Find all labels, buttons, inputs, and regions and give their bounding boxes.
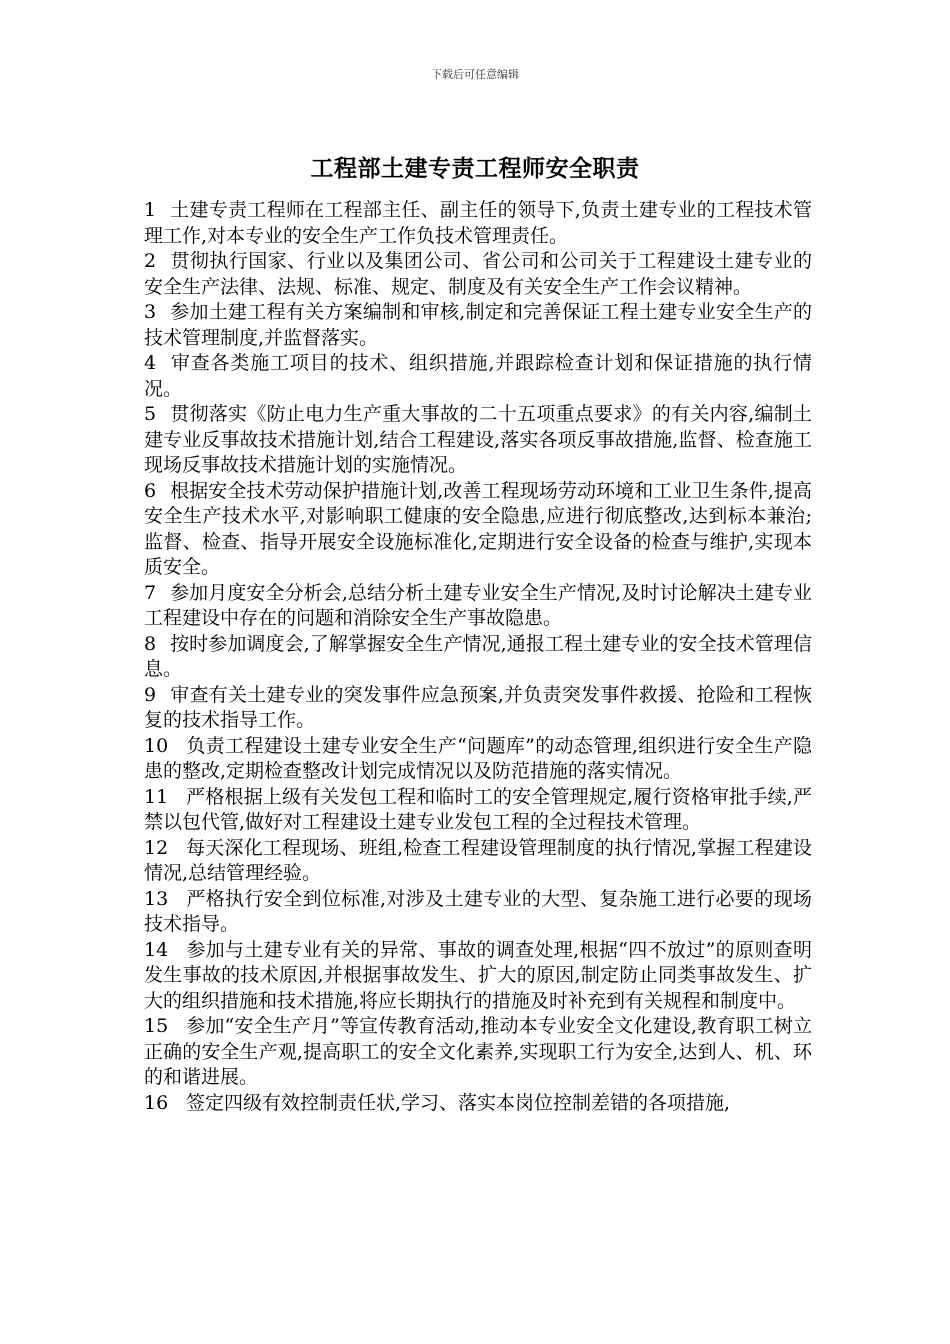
list-item [144, 198, 812, 249]
item-text: 参加土建工程有关方案编制和审核,制定和完善保证工程土建专业安全生产的技术管理制度,并监督落实。 [144, 301, 812, 349]
list-item [144, 683, 812, 734]
item-text: 贯彻落实《防止电力生产重大事故的二十五项重点要求》的有关内容,编制土建专业反事故技术措施计划,结合工程建设,落实各项反事故措施,监督、检查施工现场反事故技术措施计划的实施情况。 [144, 403, 812, 476]
item-text: 参加“安全生产月”等宣传教育活动,推动本专业安全文化建设,教育职工树立正确的安全生产观,提高职工的安全文化素养,实现职工行为安全,达到人、机、环的和谐进展。 [144, 1015, 812, 1088]
item-number: 14 [144, 938, 169, 961]
item-text: 严格执行安全到位标准,对涉及土建专业的大型、复杂施工进行必要的现场技术指导。 [144, 887, 812, 935]
item-number: 3 [144, 301, 157, 323]
item-number: 2 [144, 250, 157, 272]
item-text: 按时参加调度会,了解掌握安全生产情况,通报工程土建专业的安全技术管理信息。 [144, 632, 812, 680]
item-number: 1 [144, 199, 157, 221]
item-text: 根据安全技术劳动保护措施计划,改善工程现场劳动环境和工业卫生条件,提高安全生产技术水平,对影响职工健康的安全隐患,应进行彻底整改,达到标本兼治;监督、检查、指导开展安全设施标准化,定期进行安全设备的检查与维护,实现本质安全。 [144, 479, 812, 578]
list-item [144, 887, 812, 938]
list-item [144, 1091, 812, 1117]
item-number: 16 [144, 1091, 169, 1114]
list-item [144, 351, 812, 402]
item-text: 审查有关土建专业的突发事件应急预案,并负责突发事件救援、抢险和工程恢复的技术指导工作。 [144, 683, 812, 731]
item-number: 8 [144, 632, 157, 655]
item-number: 11 [144, 785, 169, 808]
list-item [144, 1014, 812, 1091]
item-number: 9 [144, 683, 157, 706]
document-title: 工程部土建专责工程师安全职责 [310, 156, 640, 182]
list-item [144, 734, 812, 785]
item-text: 审查各类施工项目的技术、组织措施,并跟踪检查计划和保证措施的执行情况。 [144, 352, 812, 400]
item-number: 7 [144, 581, 157, 604]
item-text: 参加月度安全分析会,总结分析土建专业安全生产情况,及时讨论解决土建专业工程建设中存在的问题和消除安全生产事故隐患。 [144, 581, 812, 629]
list-item [144, 785, 812, 836]
item-text: 参加与土建专业有关的异常、事故的调查处理,根据“四不放过”的原则查明发生事故的技术原因,并根据事故发生、扩大的原因,制定防止同类事故发生、扩大的组织措施和技术措施,将应长期执行的措施及时补充到有关规程和制度中。 [144, 938, 812, 1012]
item-text: 土建专责工程师在工程部主任、副主任的领导下,负责土建专业的工程技术管理工作,对本专业的安全生产工作负技术管理责任。 [144, 199, 812, 247]
list-item [144, 581, 812, 632]
item-number: 5 [144, 403, 157, 425]
item-number: 10 [144, 734, 169, 757]
item-number: 12 [144, 836, 169, 859]
list-item [144, 249, 812, 300]
header-note: 下载后可任意编辑 [431, 68, 519, 81]
list-item [144, 938, 812, 1015]
list-item [144, 632, 812, 683]
item-text: 每天深化工程现场、班组,检查工程建设管理制度的执行情况,掌握工程建设情况,总结管理经验。 [144, 836, 812, 884]
item-text: 负责工程建设土建专业安全生产“问题库”的动态管理,组织进行安全生产隐患的整改,定期检查整改计划完成情况以及防范措施的落实情况。 [144, 734, 812, 782]
list-item [144, 836, 812, 887]
list-item [144, 479, 812, 581]
document-body [144, 198, 812, 1116]
item-number: 15 [144, 1015, 169, 1037]
list-item [144, 300, 812, 351]
list-item [144, 402, 812, 479]
item-text: 贯彻执行国家、行业以及集团公司、省公司和公司关于工程建设土建专业的安全生产法律、法规、标准、规定、制度及有关安全生产工作会议精神。 [144, 250, 812, 298]
item-number: 6 [144, 479, 157, 502]
item-text: 严格根据上级有关发包工程和临时工的安全管理规定,履行资格审批手续,严禁以包代管,做好对工程建设土建专业发包工程的全过程技术管理。 [144, 785, 812, 833]
item-number: 13 [144, 887, 169, 910]
item-text: 签定四级有效控制责任状,学习、落实本岗位控制差错的各项措施, [186, 1091, 731, 1114]
item-number: 4 [144, 352, 157, 374]
